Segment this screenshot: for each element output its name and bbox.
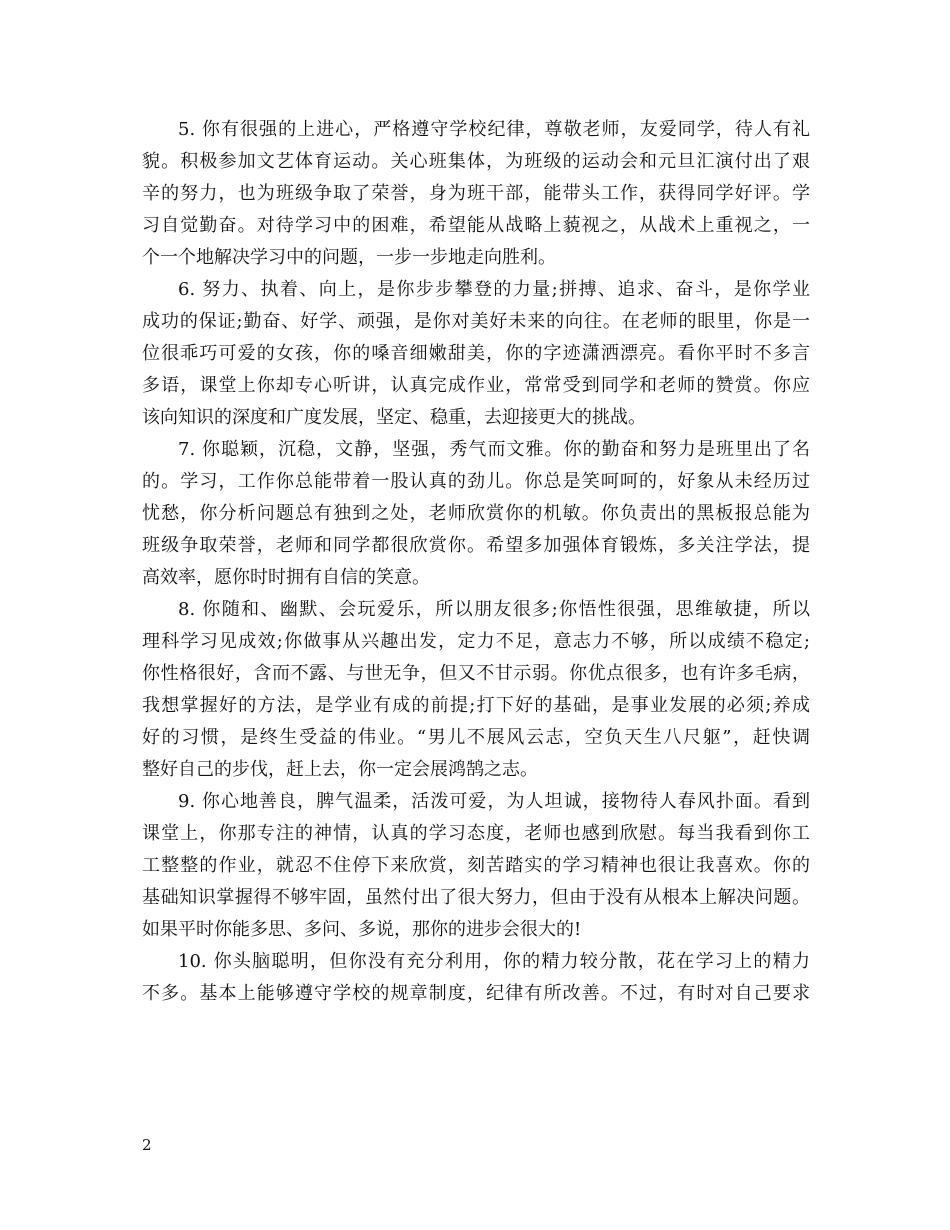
- paragraph-line: 10. 你头脑聪明，但你没有充分利用，你的精力较分散，花在学习上的精力: [178, 951, 810, 972]
- paragraph-9: [142, 786, 810, 946]
- paragraph-line: 成功的保证;勤奋、好学、顽强，是你对美好未来的向往。在老师的眼里，你是一: [142, 311, 810, 332]
- paragraph-7: [142, 434, 810, 594]
- paragraph-line: 辛的努力，也为班级争取了荣誉，身为班干部，能带头工作，获得同学好评。学: [142, 183, 810, 204]
- paragraph-line: 我想掌握好的方法，是学业有成的前提;打下好的基础，是事业发展的必须;养成: [142, 695, 810, 716]
- paragraph-line: 高效率，愿你时时拥有自信的笑意。: [142, 567, 430, 588]
- paragraph-line: 整好自己的步伐，赶上去，你一定会展鸿鹄之志。: [142, 759, 538, 780]
- paragraph-line: 你性格很好，含而不露、与世无争，但又不甘示弱。你优点很多，也有许多毛病，: [142, 663, 810, 684]
- paragraph-line: 如果平时你能多思、多问、多说，那你的进步会很大的!: [142, 919, 582, 940]
- paragraph-line: 课堂上，你那专注的神情，认真的学习态度，老师也感到欣慰。每当我看到你工: [142, 823, 810, 844]
- paragraph-line: 7. 你聪颖，沉稳，文静，坚强，秀气而文雅。你的勤奋和努力是班里出了名: [178, 439, 810, 460]
- paragraph-line: 好的习惯，是终生受益的伟业。“男儿不展风云志，空负天生八尺躯”，赶快调: [142, 727, 810, 748]
- paragraph-line: 习自觉勤奋。对待学习中的困难，希望能从战略上藐视之，从战术上重视之，一: [142, 215, 810, 236]
- paragraph-line: 忧愁，你分析问题总有独到之处，老师欣赏你的机敏。你负责出的黑板报总能为: [142, 503, 810, 524]
- paragraph-line: 8. 你随和、幽默、会玩爱乐，所以朋友很多;你悟性很强，思维敏捷，所以: [178, 599, 810, 620]
- paragraph-line: 9. 你心地善良，脾气温柔，活泼可爱，为人坦诚，接物待人春风扑面。看到: [178, 791, 810, 812]
- paragraph-5: [142, 114, 810, 274]
- paragraph-10: [142, 946, 810, 1010]
- document-body: [142, 114, 810, 1010]
- paragraph-line: 基础知识掌握得不够牢固，虽然付出了很大努力，但由于没有从根本上解决问题。: [142, 887, 810, 908]
- paragraph-8: [142, 594, 810, 786]
- paragraph-line: 多语，课堂上你却专心听讲，认真完成作业，常常受到同学和老师的赞赏。你应: [142, 375, 810, 396]
- paragraph-line: 班级争取荣誉，老师和同学都很欣赏你。希望多加强体育锻炼，多关注学法，提: [142, 535, 810, 556]
- paragraph-line: 不多。基本上能够遵守学校的规章制度，纪律有所改善。不过，有时对自己要求: [142, 983, 810, 1004]
- paragraph-line: 的。学习，工作你总能带着一股认真的劲儿。你总是笑呵呵的，好象从未经历过: [142, 471, 810, 492]
- paragraph-line: 位很乖巧可爱的女孩，你的嗓音细嫩甜美，你的字迹潇洒漂亮。看你平时不多言: [142, 343, 810, 364]
- paragraph-line: 6. 努力、执着、向上，是你步步攀登的力量;拼搏、追求、奋斗，是你学业: [178, 279, 810, 300]
- paragraph-line: 该向知识的深度和广度发展，坚定、稳重，去迎接更大的挑战。: [142, 407, 646, 428]
- paragraph-line: 理科学习见成效;你做事从兴趣出发，定力不足，意志力不够，所以成绩不稳定;: [142, 631, 810, 652]
- paragraph-line: 个一个地解决学习中的问题，一步一步地走向胜利。: [142, 247, 556, 268]
- paragraph-line: 貌。积极参加文艺体育运动。关心班集体，为班级的运动会和元旦汇演付出了艰: [142, 151, 810, 172]
- paragraph-line: 工整整的作业，就忍不住停下来欣赏，刻苦踏实的学习精神也很让我喜欢。你的: [142, 855, 810, 876]
- page-number: 2: [142, 1136, 152, 1154]
- paragraph-6: [142, 274, 810, 434]
- paragraph-line: 5. 你有很强的上进心，严格遵守学校纪律，尊敬老师，友爱同学，待人有礼: [178, 119, 810, 140]
